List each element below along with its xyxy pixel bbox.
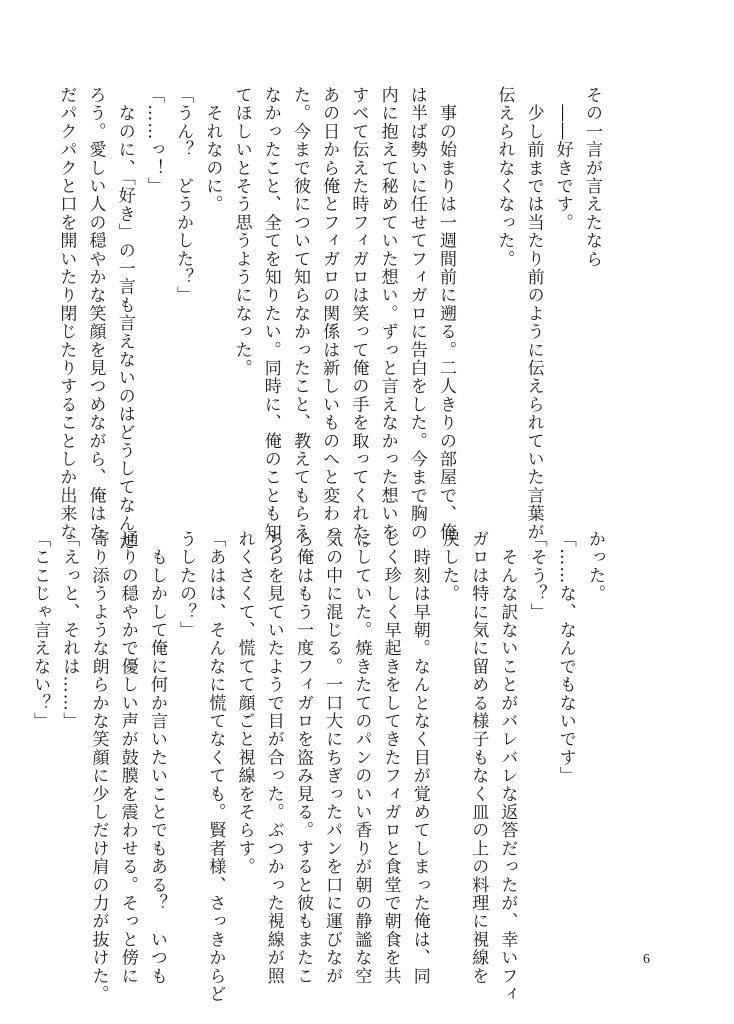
- text-line: 時刻は早朝。なんとなく目が覚めてしまった俺は、同: [409, 530, 430, 985]
- text-line: 「……な、なんでもないです」: [555, 530, 576, 785]
- text-line: 事の始まりは一週間前に遡る。二人きりの部屋で、俺: [435, 86, 456, 541]
- text-line: なかったこと、全てを知りたい。同時に、俺のことも知っ: [260, 86, 281, 560]
- text-line: ――好きです。: [552, 86, 573, 232]
- text-line: 伝えられなくなった。: [494, 86, 515, 268]
- text-line: うしたの？」: [176, 530, 197, 640]
- lower-text-block: [25, 530, 609, 1004]
- text-line: 「えっと、それは……」: [59, 530, 80, 731]
- text-line: 通りの穏やかで優しい声が鼓膜を震わせる。そっと傍に: [117, 530, 138, 985]
- upper-text-block: [51, 86, 606, 560]
- text-line: てほしいとそう思うようになった。: [231, 86, 252, 378]
- text-line: にしていた。焼きたてのパンのいい香りが朝の静謐な空: [351, 530, 372, 985]
- text-line: た。今まで彼について知らなかったこと、教えてもらえ: [289, 86, 310, 541]
- text-line: は半ば勢いに任せてフィガロに告白をした。今まで胸の: [406, 86, 427, 541]
- text-line: すべて伝えた時フィガロは笑って俺の手を取ってくれた。: [348, 86, 369, 560]
- text-line: 「ここじゃ言えない？」: [30, 530, 51, 731]
- text-line: あの日から俺とフィガロの関係は新しいものへと変わっ: [319, 86, 340, 541]
- text-line: [460, 86, 489, 506]
- text-line: 少し前までは当たり前のように伝えられていた言葉が: [523, 86, 544, 541]
- text-line: だパクパクと口を開いたり閉じたりすることしか出来な: [56, 86, 77, 541]
- text-line: ら俺はもう一度フィガロを盗み見る。すると彼もまたこ: [292, 530, 313, 985]
- text-line: 「そう？」: [526, 530, 547, 621]
- text-line: ちらを見ていたようで目が合った。ぶつかった視線が照: [263, 530, 284, 985]
- text-line: もしかして俺に何か言いたいことでもある？ いつも: [146, 530, 167, 985]
- text-line: れくさくて、慌てて顔ごと視線をそらす。: [234, 530, 255, 876]
- text-line: 「あはは、そんなに慌てなくても。賢者様、さっきからど: [205, 530, 226, 1004]
- text-line: その一言が言えたなら: [582, 86, 602, 268]
- text-line: 戻した。: [438, 530, 459, 603]
- text-line: 気の中に混じる。一口大にちぎったパンを口に運びなが: [322, 530, 343, 985]
- text-line: ろう。愛しい人の穏やかな笑顔を見つめながら、俺はた: [85, 86, 106, 541]
- text-line: なのに、「好き」の一言も言えないのはどうしてなんだ: [114, 86, 135, 551]
- text-line: そんな訳ないことがバレバレな返答だったが、幸いフィ: [497, 530, 518, 1004]
- text-line: それなのに。: [202, 86, 223, 214]
- text-line: 寄り添うような朗らかな笑顔に少しだけ肩の力が抜けた。: [88, 530, 109, 1004]
- text-line: じく珍しく早起きをしてきたフィガロと食堂で朝食を共: [380, 530, 401, 985]
- text-line: かった。: [585, 530, 605, 603]
- text-line: ガロは特に気に留める様子もなく皿の上の料理に視線を: [468, 530, 489, 985]
- text-line: 「うん？ どうかした？」: [173, 86, 194, 305]
- page-number: 6: [643, 952, 650, 967]
- text-line: 「……っ！」: [143, 86, 164, 196]
- text-line: 内に抱えて秘めていた想い。ずっと言えなかった想いを: [377, 86, 398, 541]
